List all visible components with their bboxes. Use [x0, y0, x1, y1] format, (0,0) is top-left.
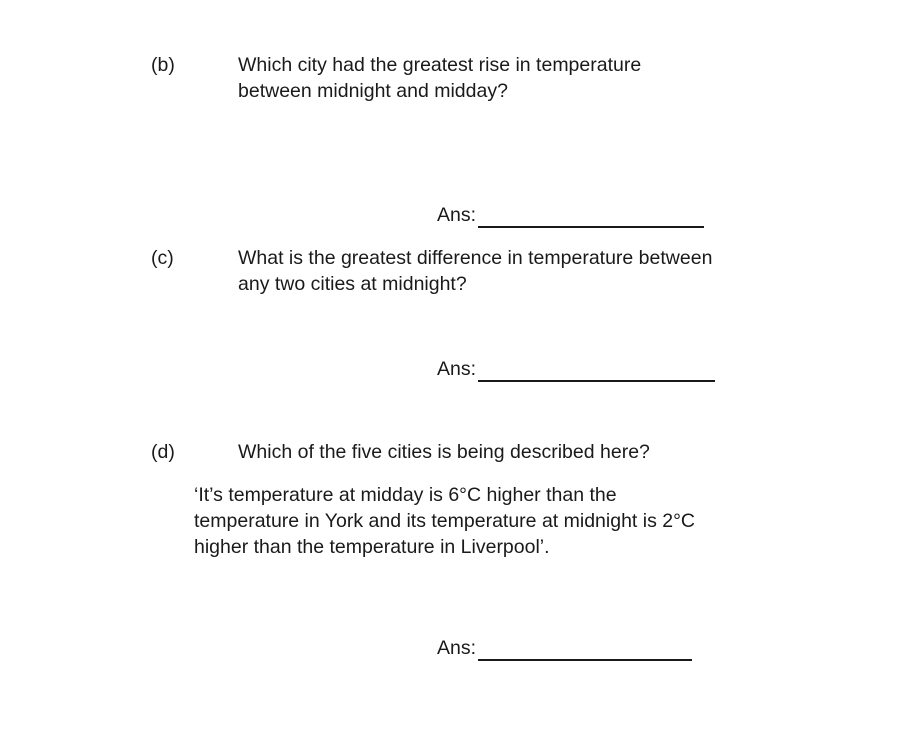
- question-label: (c): [151, 247, 174, 269]
- answer-row: [437, 356, 715, 382]
- quote-text: [194, 482, 794, 560]
- question-text-line: any two cities at midnight?: [238, 273, 467, 295]
- answer-line[interactable]: [478, 360, 715, 382]
- question-text: [238, 52, 798, 104]
- question-text-line: Which of the five cities is being described here?: [238, 441, 650, 463]
- answer-line[interactable]: [478, 639, 692, 661]
- question-label: (d): [151, 441, 175, 463]
- answer-row: [437, 635, 692, 661]
- question-text-line: What is the greatest difference in temperature between: [238, 247, 713, 269]
- answer-label: Ans:: [437, 204, 477, 226]
- answer-line[interactable]: [478, 206, 704, 228]
- quote-line: higher than the temperature in Liverpool’.: [194, 536, 550, 558]
- question-text-line: Which city had the greatest rise in temperature: [238, 54, 642, 76]
- question-label: (b): [151, 54, 175, 76]
- question-text-line: between midnight and midday?: [238, 80, 508, 102]
- question-text: [238, 245, 798, 297]
- answer-label: Ans:: [437, 637, 477, 659]
- question-text: [238, 439, 798, 465]
- answer-row: [437, 202, 704, 228]
- quote-line: temperature in York and its temperature at midnight is 2°C: [194, 510, 695, 532]
- quote-line: ‘It’s temperature at midday is 6°C higher than the: [194, 484, 617, 506]
- answer-label: Ans:: [437, 358, 477, 380]
